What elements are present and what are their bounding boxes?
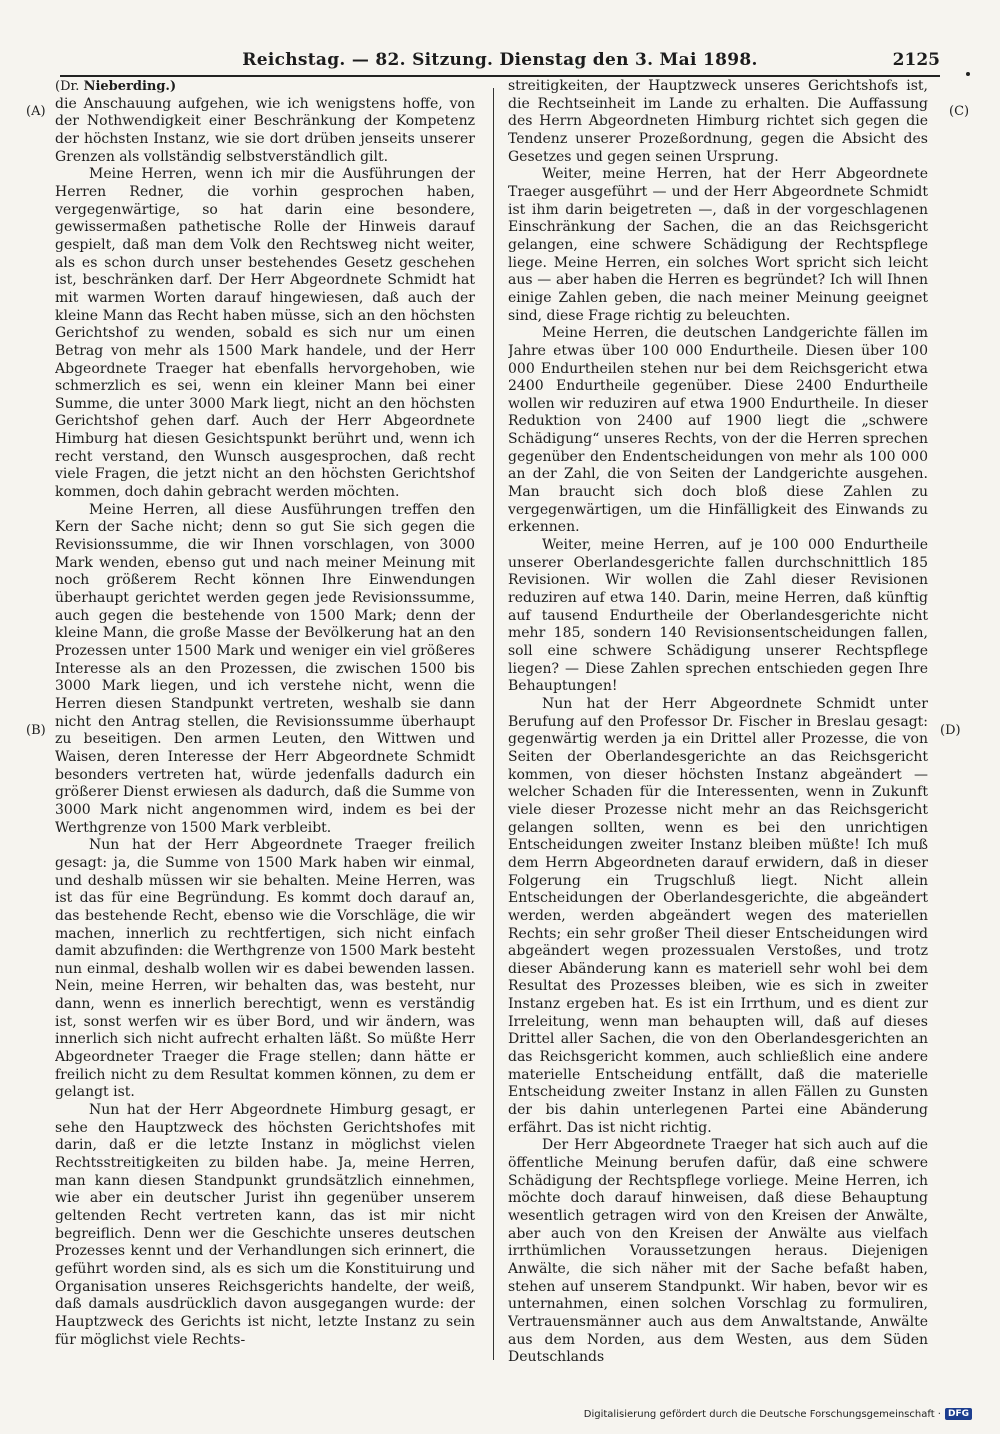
paragraph: streitigkeiten, der Hauptzweck unseres Gerichtshofs ist, die Rechtseinheit im Lande zu erhalten. Die Auffassung des Herrn Abgeordneten Himburg richtet sich gegen die Tendenz unserer Prozeßordnung, gegen die Absicht des Gesetzes und gegen seinen Ursprung. xyxy=(508,78,928,165)
footer-credit xyxy=(584,1408,972,1420)
page-number: 2125 xyxy=(892,50,940,70)
speaker-prefix: (Dr. xyxy=(55,79,80,94)
margin-marker-d: (D) xyxy=(940,723,961,738)
speaker-label xyxy=(55,78,475,96)
dfg-logo: DFG xyxy=(945,1408,972,1420)
running-title: Reichstag. — 82. Sitzung. Dienstag den 3. Mai 1898. xyxy=(242,50,758,70)
paragraph: Nun hat der Herr Abgeordnete Traeger freilich gesagt: ja, die Summe von 1500 Mark haben wir einmal, und deshalb müssen wir sie behalten. Meine Herren, was ist das für eine Begründung. Es kommt doch darauf an, das bestehende Recht, ebenso wie die Vorschläge, die wir machen, innerlich zu rechtfertigen, sich nicht einfach damit abzufinden: die Werthgrenze von 1500 Mark besteht nun einmal, deshalb wollen wir es dabei bewenden lassen. Nein, meine Herren, wir behalten das, was besteht, nur dann, wenn es innerlich berechtigt, wenn es verständig ist, sonst werfen wir es über Bord, und wir ändern, was innerlich sich nicht aufrecht erhalten läßt. So müßte Herr Abgeordneter Traeger die Frage stellen; dann hätte er freilich nicht zu dem Resultat kommen können, zu dem er gelangt ist. xyxy=(55,837,475,1101)
paragraph: Der Herr Abgeordnete Traeger hat sich auch auf die öffentliche Meinung berufen dafür, daß eine schwere Schädigung der Rechtspflege vorliege. Meine Herren, ich möchte doch darauf hinweisen, daß diese Behauptung wesentlich getragen wird von den Kreisen der Anwälte, aber auch von den Kreisen der Anwälte aus vielfach irrthümlichen Voraussetzungen heraus. Diejenigen Anwälte, die sich näher mit der Sache befaßt haben, stehen auf unserem Standpunkt. Wir haben, bevor wir es unternahmen, einen solchen Vorschlag zu formuliren, Vertrauensmänner auch aus dem Anwaltstande, Anwälte aus dem Norden, aus dem Westen, aus dem Süden Deutschlands xyxy=(508,1137,928,1366)
paragraph: die Anschauung aufgehen, wie ich wenigstens hoffe, von der Nothwendigkeit einer Beschränkung der Kompetenz der höchsten Instanz, wie sie dort drüben jenseits unserer Grenzen als vollständig selbstverständlich gilt. xyxy=(55,95,475,165)
page-header xyxy=(60,40,940,74)
speaker-name: Nieberding.) xyxy=(83,79,177,94)
column-divider xyxy=(493,88,494,1360)
dot-mark xyxy=(966,72,970,76)
paragraph: Nun hat der Herr Abgeordnete Himburg gesagt, er sehe den Hauptzweck des höchsten Gerichtshofes mit darin, daß er die letzte Instanz in möglichst vielen Rechtsstreitigkeiten zu bilden habe. Ja, meine Herren, man kann diesen Standpunkt grundsätzlich einnehmen, wie aber ein deutscher Jurist ihn gegenüber unserem geltenden Recht vertreten kann, das ist mir nicht begreiflich. Denn wer die Geschichte unseres deutschen Prozesses kennt und der Verhandlungen sich erinnert, die geführt worden sind, als es sich um die Konstituirung und Organisation unseres Reichsgerichts handelte, der weiß, daß damals ausdrücklich davon ausgegangen wurde: der Hauptzweck des Gerichts ist nicht, letzte Instanz zu sein für möglichst viele Rechts- xyxy=(55,1102,475,1348)
margin-marker-c: (C) xyxy=(949,104,970,119)
paragraph: Meine Herren, die deutschen Landgerichte fällen im Jahre etwas über 100 000 Endurtheile. Diesen über 100 000 Endurtheilen stehen nur bei dem Reichsgericht etwa 2400 Endurtheile gegenüber. Diese 2400 Endurtheile wollen wir reduziren auf etwa 1900 Endurtheile. In dieser Reduktion von 2400 auf 1900 liegt die „schwere Schädigung“ unseres Rechts, von der die Herren sprechen gegenüber den Endentscheidungen von mehr als 100 000 an der Zahl, die von Seiten der Landgerichte ausgehen. Man braucht sich doch bloß diese Zahlen zu vergegenwärtigen, um die Hinfälligkeit des Einwands zu erkennen. xyxy=(508,325,928,536)
margin-marker-b: (B) xyxy=(26,723,46,738)
paragraph: Nun hat der Herr Abgeordnete Schmidt unter Berufung auf den Professor Dr. Fischer in Breslau gesagt: gegenwärtig werden ja ein Drittel aller Prozesse, die von Seiten der Oberlandesgerichte an das Reichsgericht kommen, von dieser höchsten Instanz abgeändert — welcher Schaden für die Interessenten, wenn in Zukunft viele dieser Prozesse nicht mehr an das Reichsgericht gelangen sollten, wenn es bei den unrichtigen Entscheidungen zweiter Instanz bleiben müßte! Ich muß dem Herrn Abgeordneten darauf erwidern, daß in dieser Folgerung ein Trugschluß liegt. Nicht allein Entscheidungen der Oberlandesgerichte, die abgeändert werden, werden abgeändert wegen des materiellen Rechts; ein sehr großer Theil dieser Entscheidungen wird abgeändert wegen prozessualen Verstoßes, und trotz dieser Abänderung kann es materiell sehr wohl bei dem Resultat des Prozesses bleiben, wie es sich in zweiter Instanz ergeben hat. Es ist ein Irrthum, und es dient zur Irreleitung, wenn man behaupten will, daß auf dieses Drittel aller Sachen, die von den Oberlandesgerichten an das Reichsgericht kommen, auch schließlich eine andere materielle Entscheidung entfällt, daß die materielle Entscheidung zweiter Instanz in allen Fällen zu Gunsten der bis dahin unterlegenen Partei eine Abänderung erfährt. Das ist nicht richtig. xyxy=(508,695,928,1136)
paragraph: Meine Herren, all diese Ausführungen treffen den Kern der Sache nicht; denn so gut Sie sich gegen die Revisionssumme, die wir Ihnen vorschlagen, von 3000 Mark wenden, ebenso gut und nach meiner Meinung mit noch größerem Recht können Ihre Einwendungen überhaupt gerichtet werden gegen jede Revisionssumme, auch gegen die bestehende von 1500 Mark; denn der kleine Mann, die große Masse der Bevölkerung hat an den Prozessen unter 1500 Mark und weniger ein viel größeres Interesse als an den Prozessen, die zwischen 1500 bis 3000 Mark liegen, und ich verstehe nicht, wenn die Herren diesen Standpunkt vertreten, weshalb sie dann nicht den Antrag stellen, die Revisionssumme überhaupt zu beseitigen. Den armen Leuten, den Wittwen und Waisen, deren Interesse der Herr Abgeordnete Schmidt besonders vertreten hat, würde jedenfalls dadurch ein größerer Dienst erwiesen als dadurch, daß die Summe von 3000 Mark nicht angenommen wird, indem es bei der Werthgrenze von 1500 Mark verbleibt. xyxy=(55,501,475,836)
left-column xyxy=(55,78,475,1368)
right-column xyxy=(508,78,928,1368)
paragraph: Weiter, meine Herren, auf je 100 000 Endurtheile unserer Oberlandesgerichte fallen durchschnittlich 185 Revisionen. Wir wollen die Zahl dieser Revisionen reduziren auf etwa 140. Darin, meine Herren, daß künftig auf tausend Endurtheile der Oberlandesgerichte nicht mehr 185, sondern 140 Revisionsentscheidungen fallen, soll eine schwere Schädigung unserer Rechtspflege liegen? — Diese Zahlen sprechen entschieden gegen Ihre Behauptungen! xyxy=(508,537,928,695)
paragraph: Weiter, meine Herren, hat der Herr Abgeordnete Traeger ausgeführt — und der Herr Abgeordnete Schmidt ist ihm darin beigetreten —, daß in der vorgeschlagenen Einschränkung der Sachen, die an das Reichsgericht gelangen, eine schwere Schädigung der Rechtspflege liege. Meine Herren, ein solches Wort spricht sich leicht aus — aber haben die Herren es begründet? Ich will Ihnen einige Zahlen geben, die nach meiner Meinung geeignet sind, diese Frage richtig zu beleuchten. xyxy=(508,166,928,324)
header-rule xyxy=(60,75,940,77)
margin-marker-a: (A) xyxy=(26,104,46,119)
footer-text: Digitalisierung gefördert durch die Deutsche Forschungsgemeinschaft · xyxy=(583,1408,941,1420)
paragraph: Meine Herren, wenn ich mir die Ausführungen der Herren Redner, die vorhin gesprochen haben, vergegenwärtige, so hat darin eine besondere, gewissermaßen pathetische Rolle der Hinweis darauf gespielt, daß man dem Volk den Rechtsweg nicht weiter, als es schon durch unser bestehendes Gesetz geschehen ist, beschränken darf. Der Herr Abgeordnete Schmidt hat mit warmen Worten darauf hingewiesen, daß auch der kleine Mann das Recht haben müsse, sich an den höchsten Gerichtshof zu wenden, sobald es sich nur um einen Betrag von mehr als 1500 Mark handele, und der Herr Abgeordnete Traeger hat ebenfalls hervorgehoben, wie schmerzlich es sei, wenn ein kleiner Mann bei einer Summe, die unter 3000 Mark liegt, nicht an den höchsten Gerichtshof gehen darf. Auch der Herr Abgeordnete Himburg hat diesen Gesichtspunkt berührt und, wenn ich recht verstand, den Wunsch ausgesprochen, daß recht viele Fragen, die jetzt nicht an den höchsten Gerichtshof kommen, doch dahin gebracht werden möchten. xyxy=(55,166,475,501)
